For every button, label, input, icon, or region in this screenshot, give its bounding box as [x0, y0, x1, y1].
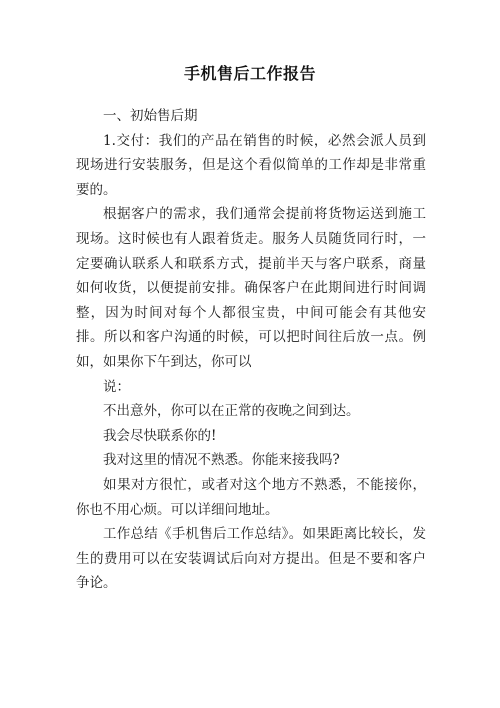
paragraph-summary: 工作总结《手机售后工作总结》。如果距离比较长，发生的费用可以在安装调试后向对方提出。但是不要和客户争论。	[76, 526, 426, 592]
paragraph-delivery: 1.交付：我们的产品在销售的时候，必然会派人员到现场进行安装服务，但是这个看似简单的工作却是非常重要的。	[76, 132, 426, 198]
paragraph-quote-3: 我对这里的情况不熟悉。你能来接我吗?	[103, 452, 340, 469]
document-title: 手机售后工作报告	[183, 64, 316, 83]
paragraph-quote-1: 不出意外，你可以在正常的夜晚之间到达。	[103, 403, 360, 420]
paragraph-quote-2: 我会尽快联系你的!	[103, 427, 217, 444]
paragraph-busy: 如果对方很忙，或者对这个地方不熟悉，不能接你，你也不用心烦。可以详细问地址。	[76, 476, 426, 518]
section-heading: 一、初始售后期	[103, 108, 198, 124]
paragraph-customer-needs: 根据客户的需求，我们通常会提前将货物运送到施工现场。这时候也有人跟着货走。服务人员随货同行时，一定要确认联系人和联系方式，提前半天与客户联系，商量如何收货，以便提前安排。确保客户在此期间进行时间调整，因为时间对每个人都很宝贵，中间可能会有其他安排。所以和客户沟通的时候，可以把时间往后放一点。例如，如果你下午到达，你可以	[76, 206, 426, 370]
paragraph-say: 说：	[103, 378, 130, 395]
document-body	[76, 104, 426, 596]
